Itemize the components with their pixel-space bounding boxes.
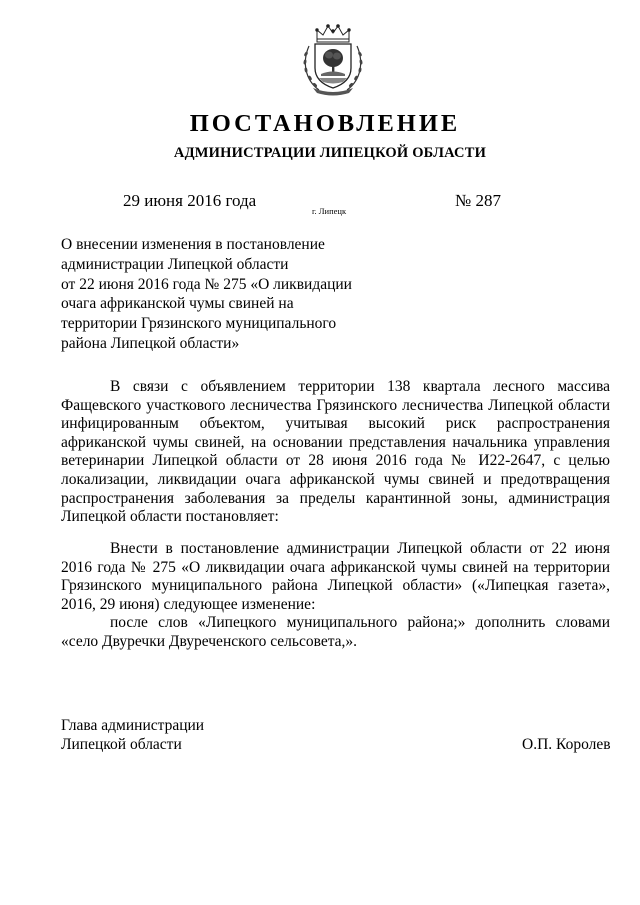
signatory-name: О.П. Королев (522, 736, 611, 753)
document-city: г. Липецк (312, 206, 347, 216)
paragraph-resolution: Внести в постановление администрации Липецкой области от 22 июня 2016 года № 275 «О ликвидации очага африканской чумы свиней на территории Грязинского муниципального района Липецкой области» («Липецкая газета», 2016, 29 июня) следующее изменение: (61, 540, 610, 613)
paragraph-amendment: после слов «Липецкого муниципального района;» дополнить словами «село Двуречки Двуреченского сельсовета,». (61, 614, 610, 650)
about-line: от 22 июня 2016 года № 275 «О ликвидации (61, 275, 352, 293)
signatory-position (61, 716, 204, 754)
about-line: О внесении изменения в постановление (61, 236, 325, 253)
about-line: очага африканской чумы свиней на (61, 295, 294, 313)
document-title: ПОСТАНОВЛЕНИЕ (189, 110, 461, 137)
document-about (61, 235, 361, 354)
signatory-position-line: Глава администрации (61, 717, 205, 734)
paragraph-preamble: В связи с объявлением территории 138 квартала лесного массива Фащевского участкового лесничества Грязинского лесничества Липецкой области инфицированным объектом, учитывая высокий риск распространения африканской чумы свиней, на основании представления начальника управления ветеринарии Липецкой области от 28 июня 2016 года № И22-2647, с целью локализации, ликвидации очага африканской чумы свиней и предотвращения распространения заболевания за пределы карантинной зоны, администрация Липецкой области постановляет: (61, 378, 610, 526)
coat-of-arms-icon (299, 22, 367, 96)
document-date: 29 июня 2016 года (123, 191, 257, 210)
about-line: района Липецкой области» (61, 334, 240, 352)
about-line: территории Грязинского муниципального (61, 315, 337, 333)
about-line: администрации Липецкой области (61, 255, 289, 273)
body-resolution (61, 540, 610, 652)
body-preamble (61, 378, 610, 527)
signatory-position-line: Липецкой области (61, 736, 182, 753)
document-number: № 287 (455, 191, 501, 210)
document-subtitle: АДМИНИСТРАЦИИ ЛИПЕЦКОЙ ОБЛАСТИ (173, 145, 487, 161)
